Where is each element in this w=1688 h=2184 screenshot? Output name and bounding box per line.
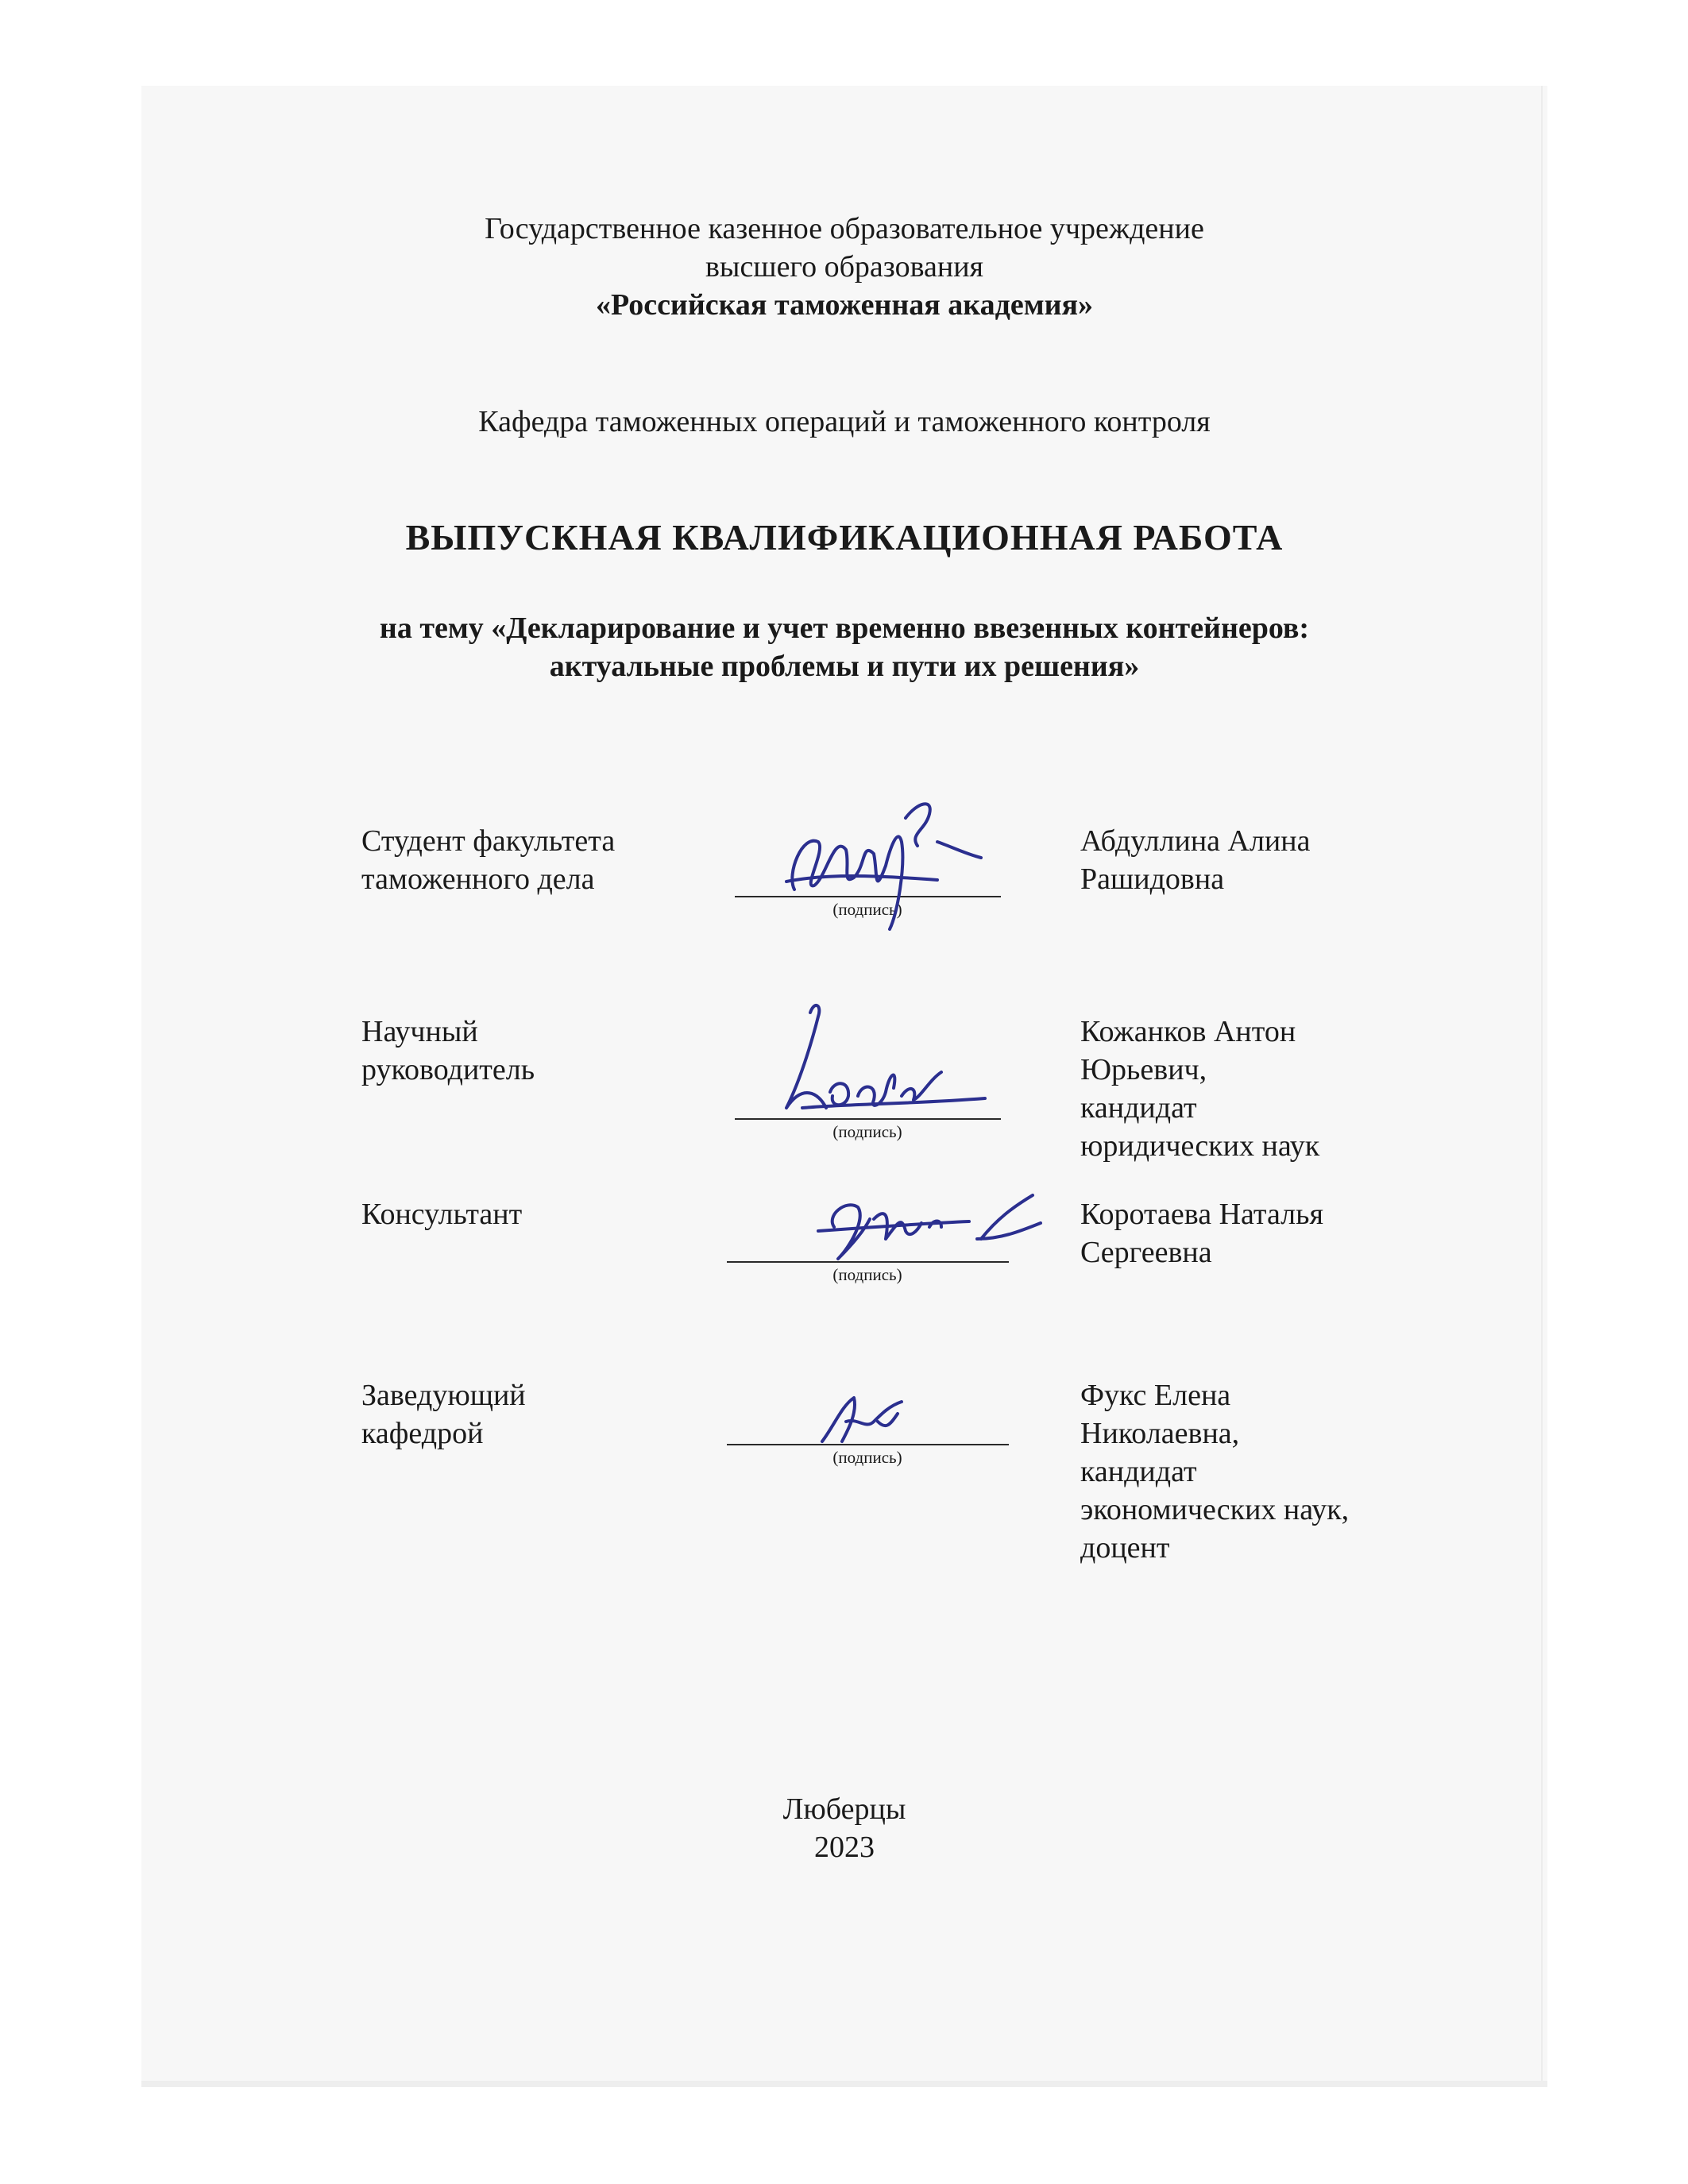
department-name: Кафедра таможенных операций и таможенного контроля bbox=[478, 405, 1211, 438]
role-head-line-1: Заведующий bbox=[361, 1379, 526, 1412]
name-consultant-line-1: Коротаева Наталья bbox=[1080, 1198, 1323, 1231]
name-head-line-1: Фукс Елена bbox=[1080, 1379, 1231, 1412]
name-supervisor-line-4: юридических наук bbox=[1080, 1129, 1320, 1163]
signature-caption-consultant: (подпись) bbox=[832, 1265, 902, 1284]
name-head-line-2: Николаевна, bbox=[1080, 1417, 1240, 1450]
signature-caption-head: (подпись) bbox=[832, 1448, 902, 1467]
name-supervisor-line-2: Юрьевич, bbox=[1080, 1053, 1207, 1086]
institution-line-2: высшего образования bbox=[705, 250, 984, 284]
signature-caption-student: (подпись) bbox=[832, 900, 902, 919]
student-signature-image bbox=[778, 786, 1001, 937]
name-supervisor-line-1: Кожанков Антон bbox=[1080, 1015, 1296, 1048]
name-student-line-1: Абдуллина Алина bbox=[1080, 824, 1311, 858]
role-student-line-1: Студент факультета bbox=[361, 824, 616, 858]
role-consultant: Консультант bbox=[361, 1198, 523, 1231]
topic-line-1: на тему «Декларирование и учет временно ввезенных контейнеров: bbox=[379, 612, 1310, 645]
consultant-signature-image bbox=[810, 1183, 1049, 1271]
page-edge bbox=[1541, 86, 1543, 2087]
institution-line-1: Государственное казенное образовательное учреждение bbox=[485, 212, 1204, 245]
supervisor-signature-image bbox=[755, 997, 993, 1124]
city: Люберцы bbox=[782, 1792, 906, 1826]
name-student-line-2: Рашидовна bbox=[1080, 862, 1225, 896]
topic-line-2: актуальные проблемы и пути их решения» bbox=[549, 650, 1140, 683]
name-head-line-4: экономических наук, bbox=[1080, 1493, 1350, 1526]
document-title: ВЫПУСКНАЯ КВАЛИФИКАЦИОННАЯ РАБОТА bbox=[405, 517, 1284, 558]
name-head-line-5: доцент bbox=[1080, 1531, 1170, 1565]
role-supervisor-line-1: Научный bbox=[361, 1015, 478, 1048]
name-consultant-line-2: Сергеевна bbox=[1080, 1236, 1212, 1269]
role-head-line-2: кафедрой bbox=[361, 1417, 484, 1450]
head-signature-image bbox=[810, 1382, 921, 1453]
signature-caption-supervisor: (подпись) bbox=[832, 1122, 902, 1141]
year: 2023 bbox=[814, 1831, 875, 1864]
name-head-line-3: кандидат bbox=[1080, 1455, 1197, 1488]
role-student-line-2: таможенного дела bbox=[361, 862, 595, 896]
page-edge-bottom bbox=[141, 2081, 1547, 2087]
name-supervisor-line-3: кандидат bbox=[1080, 1091, 1197, 1125]
role-supervisor-line-2: руководитель bbox=[361, 1053, 535, 1086]
institution-name: «Российская таможенная академия» bbox=[595, 288, 1094, 322]
